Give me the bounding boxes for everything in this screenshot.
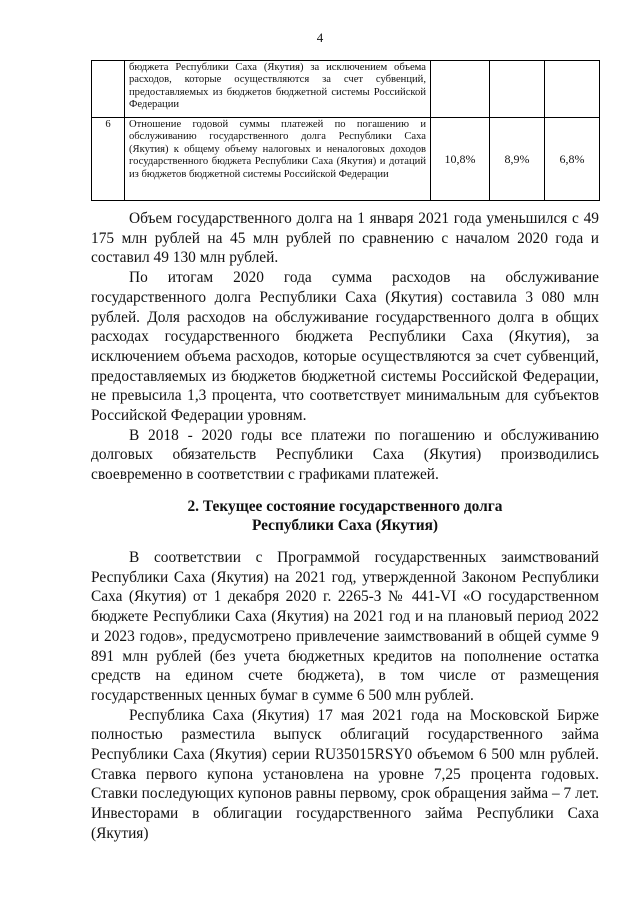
table-cell-value: 8,9% <box>490 118 545 201</box>
paragraph: В соответствии с Программой государственных заимствований Республики Саха (Якутия) на 2021 год, утвержденной Законом Республики Саха (Якутия) от 1 декабря 2020 г. 2265-З № 441-VI «О государственном бюджете Республики Саха (Якутия) на 2021 год и на плановый период 2022 и 2023 годов», предусмотрено привлечение заимствований в общей сумме 9 891 млн рублей (без учета бюджетных кредитов на пополнение остатка средств на едином счете бюджета), в том числе от размещения государственных ценных бумаг в сумме 6 500 млн рублей. <box>91 549 599 704</box>
table-cell-description: Отношение годовой суммы платежей по погашению и обслуживанию государственного долга Республики Саха (Якутия) к общему объему налоговых и неналоговых доходов государственного бюджета Республики Саха (Якутия) и дотаций из бюджетов бюджетной системы Российской Федерации <box>125 118 431 201</box>
indicators-table <box>91 60 600 201</box>
table-cell-value <box>431 61 490 118</box>
paragraph: Республика Саха (Якутия) 17 мая 2021 года на Московской Бирже полностью разместила выпуск облигаций государственного займа Республики Саха (Якутия) серии RU35015RSY0 объемом 6 500 млн рублей. Ставка первого купона установлена на уровне 7,25 процента годовых. Ставки последующих купонов равны первому, срок обращения займа – 7 лет. Инвесторами в облигации государственного займа Республики Саха (Якутия) <box>91 706 599 842</box>
page-number: 4 <box>316 30 324 45</box>
table-cell-value <box>545 61 600 118</box>
section-title-line: 2. Текущее состояние государственного долга <box>187 498 503 515</box>
paragraph: В 2018 - 2020 годы все платежи по погашению и обслуживанию долговых обязательств Республики Саха (Якутия) производились своевременно в соответствии с графиками платежей. <box>91 426 599 484</box>
table-cell-num <box>92 61 125 118</box>
table-row <box>92 118 600 201</box>
table-cell-value <box>490 61 545 118</box>
paragraph: По итогам 2020 года сумма расходов на обслуживание государственного долга Республики Саха (Якутия) составила 3 080 млн рублей. Доля расходов на обслуживание государственного долга в общих расходах государственного бюджета Республики Саха (Якутия), за исключением объема расходов, которые осуществляются за счет субвенций, предоставляемых из бюджетов бюджетной системы Российской Федерации, не превысила 1,3 процента, что соответствует минимальным для субъектов Российской Федерации уровням. <box>91 269 599 425</box>
table-cell-value: 10,8% <box>431 118 490 201</box>
body-text-bottom <box>91 548 599 844</box>
table-cell-num: 6 <box>92 118 125 201</box>
body-text-top <box>91 209 599 485</box>
table-cell-description: бюджета Республики Саха (Якутия) за исключением объема расходов, которые осуществляются за счет субвенций, предоставляемых из бюджетов бюджетной системы Российской Федерации <box>125 61 431 118</box>
section-title <box>91 497 599 535</box>
paragraph: Объем государственного долга на 1 января 2021 года уменьшился с 49 175 млн рублей на 45 млн рублей по сравнению с началом 2020 года и составил 49 130 млн рублей. <box>91 210 599 267</box>
section-title-line: Республики Саха (Якутия) <box>251 517 439 534</box>
table-row <box>92 61 600 118</box>
table-cell-value: 6,8% <box>545 118 600 201</box>
